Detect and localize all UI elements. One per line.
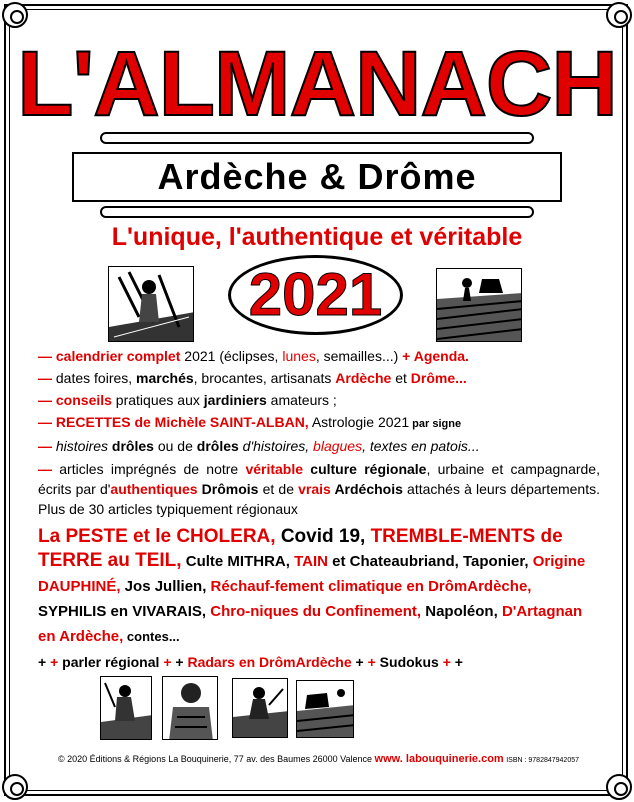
year-text: 2021 xyxy=(248,261,383,328)
text-segment: blagues xyxy=(313,438,363,454)
text-segment: vrais xyxy=(298,481,331,497)
text-segment: + Agenda. xyxy=(398,348,469,364)
bullet-dash: — xyxy=(38,438,52,454)
tagline: L'unique, l'authentique et véritable xyxy=(111,223,523,251)
bullet-dash: — xyxy=(38,461,52,477)
text-segment: drôles xyxy=(108,438,154,454)
topic: Napoléon, xyxy=(421,603,502,620)
copyright-text: © 2020 Éditions & Régions La Bouquinerie, 77 av. des Baumes 26000 Valence xyxy=(58,754,373,764)
bullet-dash: — xyxy=(38,370,52,386)
extras-line xyxy=(38,652,600,672)
text-segment: 2021 (éclipses, xyxy=(180,348,283,364)
topic: Chro-niques du Confinement, xyxy=(210,603,422,620)
text-segment: , semailles...) xyxy=(315,348,399,364)
corner-ornament-top-left xyxy=(2,2,28,28)
banner-scroll-top xyxy=(100,132,534,144)
text-segment: histoires xyxy=(55,438,109,454)
engraving-peasant xyxy=(162,676,218,740)
engraving-farmer-left xyxy=(108,266,194,342)
oxen-engraving-icon xyxy=(297,681,354,738)
text-segment: + xyxy=(351,654,368,670)
website-link[interactable]: www. labouquinerie.com xyxy=(374,753,504,765)
engraving-oxen xyxy=(296,680,354,738)
engraving-field-worker xyxy=(232,678,288,738)
text-segment: Sudokus xyxy=(375,654,443,670)
peasant-engraving-icon xyxy=(163,677,218,740)
topic: TREMBLE-MENTS de TERRE au TEIL, xyxy=(38,526,563,571)
text-segment: + xyxy=(50,654,59,670)
text-segment: + xyxy=(442,654,451,670)
topic: Taponier, xyxy=(458,553,533,570)
text-segment: , brocantes, artisanats xyxy=(193,370,336,386)
text-segment: attachés à leurs départements. Plus de 30 articles typiquement régionaux xyxy=(38,481,600,517)
isbn-text: ISBN : 9782847942057 xyxy=(506,757,580,764)
topic: Réchauf-fement climatique en DrômArdèche, xyxy=(210,578,532,595)
topic: La PESTE et le CHOLERA, xyxy=(38,526,276,547)
farmer-engraving-icon xyxy=(109,267,194,342)
corner-ornament-top-right xyxy=(606,2,632,28)
text-segment: , urbaine et campagnarde, écrits par d' xyxy=(38,461,600,497)
footer xyxy=(58,752,598,768)
region-subtitle: Ardèche & Drôme xyxy=(157,156,477,197)
text-segment: Ardéchois xyxy=(330,481,403,497)
bullet-dash: — xyxy=(38,392,52,408)
text-segment: et de xyxy=(258,481,299,497)
field-worker-engraving-icon xyxy=(233,679,288,738)
almanach-title: L'ALMANACH xyxy=(17,33,617,135)
text-segment: véritable xyxy=(245,461,304,477)
list-item xyxy=(38,435,598,457)
text-segment: Astrologie 2021 xyxy=(308,414,410,430)
text-segment: calendrier complet xyxy=(55,348,181,364)
text-segment: + xyxy=(171,654,188,670)
text-segment: authentiques xyxy=(110,481,198,497)
year-badge xyxy=(228,255,403,335)
topic: TAIN xyxy=(294,553,328,570)
text-segment: ou de xyxy=(153,438,197,454)
topic: Jos Jullien, xyxy=(120,578,211,595)
topic: SYPHILIS en VIVARAIS, xyxy=(38,603,211,620)
region-banner xyxy=(72,152,562,202)
topic: Origine DAUPHINÉ, xyxy=(38,553,586,595)
text-segment: articles imprégnés de notre xyxy=(59,461,246,477)
topic: contes... xyxy=(123,629,180,644)
text-segment: et xyxy=(391,370,411,386)
list-item xyxy=(38,367,598,389)
text-segment: dates foires, xyxy=(55,370,137,386)
text-segment: amateurs ; xyxy=(266,392,337,408)
harvest-engraving-icon xyxy=(101,677,152,740)
feature-list xyxy=(38,345,598,457)
text-segment: jardiniers xyxy=(203,392,267,408)
bullet-dash: — xyxy=(38,348,52,364)
topic: Culte MITHRA, xyxy=(181,553,295,570)
text-segment: + xyxy=(367,654,376,670)
list-item xyxy=(38,345,598,367)
text-segment: Drôme... xyxy=(410,370,467,386)
corner-ornament-bottom-left xyxy=(2,774,28,800)
text-segment: Ardèche xyxy=(335,370,392,386)
topic: D'Artagnan en Ardèche, xyxy=(38,603,583,645)
text-segment: + xyxy=(163,654,172,670)
text-segment: Radars en DrômArdèche xyxy=(187,654,352,670)
text-segment: conseils xyxy=(55,392,112,408)
text-segment: + xyxy=(38,654,51,670)
list-item xyxy=(38,411,598,435)
text-segment: parler régional xyxy=(58,654,164,670)
text-segment: d'histoires, xyxy=(238,438,314,454)
plow-engraving-icon xyxy=(437,269,522,342)
topics-block xyxy=(38,525,600,649)
text-segment: + xyxy=(450,654,463,670)
topic: Covid 19, xyxy=(275,526,371,547)
engraving-harvest xyxy=(100,676,152,740)
text-segment: marchés xyxy=(136,370,194,386)
list-item xyxy=(38,389,598,411)
text-segment: pratiques aux xyxy=(111,392,204,408)
text-segment: drôles xyxy=(196,438,239,454)
bullet-dash: — xyxy=(38,414,52,430)
engraving-plowing-right xyxy=(436,268,522,342)
topic: et Chateaubriand, xyxy=(327,553,459,570)
text-segment: culture régionale xyxy=(303,461,427,477)
text-segment: RECETTES de Michèle SAINT-ALBAN, xyxy=(55,414,309,430)
articles-paragraph xyxy=(38,459,600,519)
banner-scroll-bottom xyxy=(100,206,534,218)
text-segment: lunes xyxy=(282,348,316,364)
text-segment: Drômois xyxy=(197,481,259,497)
text-segment: par signe xyxy=(409,418,462,430)
corner-ornament-bottom-right xyxy=(606,774,632,800)
text-segment: , textes en patois... xyxy=(362,438,480,454)
